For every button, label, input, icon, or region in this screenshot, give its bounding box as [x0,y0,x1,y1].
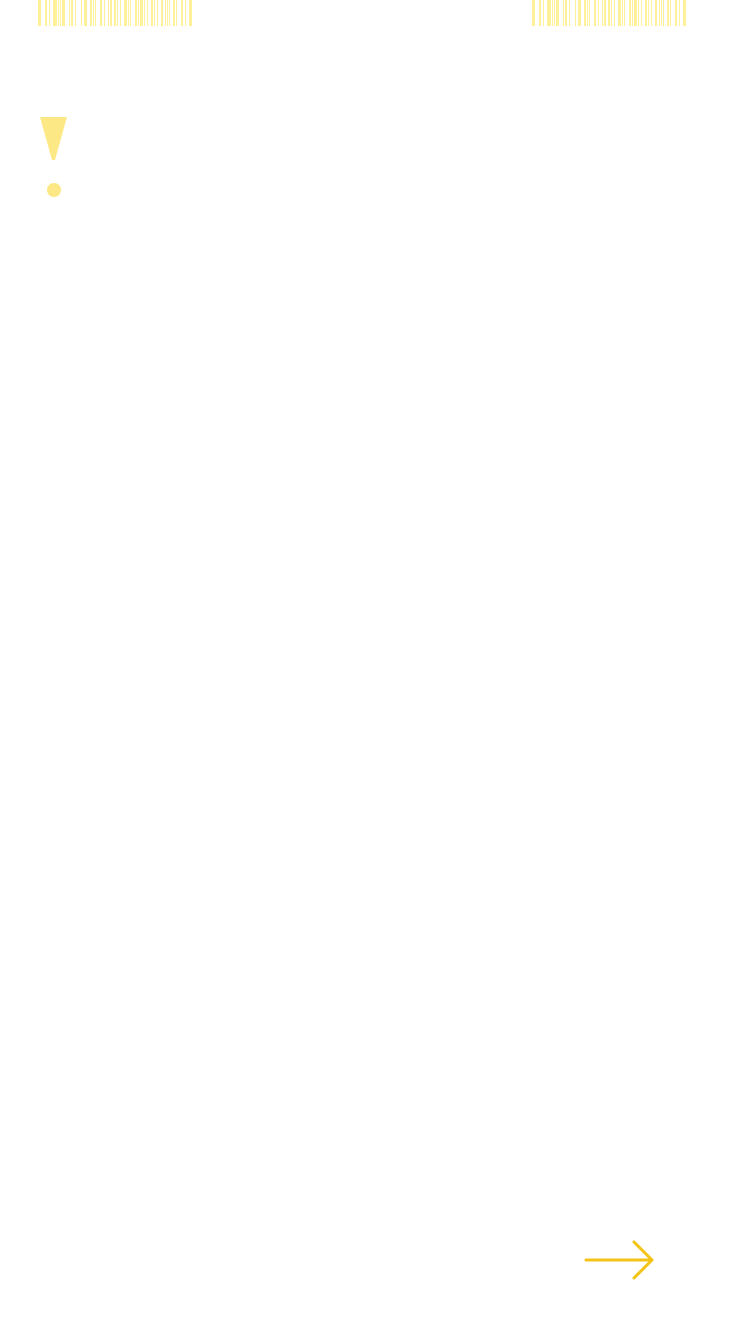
barcode-bar [556,0,559,26]
barcode-bar [667,0,669,26]
barcode-bar [144,0,145,26]
barcode-bar [618,0,621,26]
barcode-bar [151,0,153,26]
barcode-bar [629,0,631,26]
barcode-bar [167,0,168,26]
barcode-bar [598,0,599,26]
barcode-bar [679,0,680,26]
barcode-bar [539,0,541,26]
barcode-bar [547,0,551,26]
barcode-bar [90,0,92,26]
barcode-bar [552,0,553,26]
barcode-bar [648,0,649,26]
barcode-bar [578,0,581,26]
barcode-bar [38,0,41,26]
barcode-bar [661,0,662,26]
barcode-bar [611,0,612,26]
barcode-bar [675,0,677,26]
barcode-bar [659,0,660,26]
barcode-bar [128,0,129,26]
barcode-bar [602,0,603,26]
barcode-bar [189,0,192,26]
barcode-bar [641,0,642,26]
barcode-bar [110,0,112,26]
exclamation-icon [40,117,68,199]
barcode-bar [594,0,596,26]
barcode-bar [575,0,576,26]
barcode-bar [622,0,623,26]
barcode-bar [563,0,564,26]
barcode-bar [75,0,76,26]
barcode-left-icon [38,0,218,26]
barcode-bar [138,0,139,26]
barcode-bar [543,0,544,26]
next-button[interactable] [578,1232,662,1288]
barcode-bar [645,0,647,26]
barcode-bar [663,0,664,26]
barcode-bar [114,0,116,26]
barcode-bar [655,0,657,26]
barcode-bar [589,0,590,26]
barcode-bar [120,0,121,26]
barcode-bar [49,0,50,26]
barcode-bar [608,0,610,26]
barcode-bar [173,0,175,26]
barcode-bar [84,0,87,26]
barcode-bar [181,0,183,26]
barcode-bar [60,0,61,26]
barcode-bar [614,0,615,26]
barcode-bar [147,0,148,26]
barcode-bar [569,0,570,26]
barcode-bar [124,0,127,26]
barcode-bar [532,0,535,26]
barcode-bar [117,0,118,26]
barcode-bar [670,0,671,26]
barcode-bar [683,0,686,26]
barcode-right-icon [532,0,712,26]
barcode-bar [95,0,96,26]
barcode-bar [638,0,639,26]
barcode-bar [632,0,633,26]
barcode-bar [169,0,170,26]
barcode-bar [69,0,70,26]
barcode-bar [93,0,94,26]
barcode-bar [176,0,177,26]
barcode-bar [624,0,625,26]
barcode-bar [45,0,47,26]
barcode-bar [135,0,137,26]
barcode-bar [584,0,586,26]
barcode-bar [104,0,105,26]
barcode-bar [587,0,588,26]
barcode-bar [53,0,57,26]
barcode-bar [565,0,567,26]
barcode-bar [81,0,82,26]
barcode-bar [108,0,109,26]
exclamation-dot [47,183,61,197]
barcode-bar [554,0,555,26]
barcode-bar [58,0,59,26]
barcode-bar [71,0,73,26]
barcode-bar [157,0,158,26]
barcode-bar [100,0,102,26]
barcode-bar [651,0,652,26]
barcode-bar [154,0,155,26]
barcode-bar [161,0,163,26]
barcode-bar [634,0,637,26]
barcode-bar [604,0,606,26]
arrow-right-icon [578,1232,662,1288]
barcode-bar [140,0,143,26]
barcode-bar [165,0,166,26]
barcode-bar [185,0,186,26]
barcode-bar [62,0,65,26]
exclamation-stem [40,117,67,160]
barcode-bar [130,0,131,26]
